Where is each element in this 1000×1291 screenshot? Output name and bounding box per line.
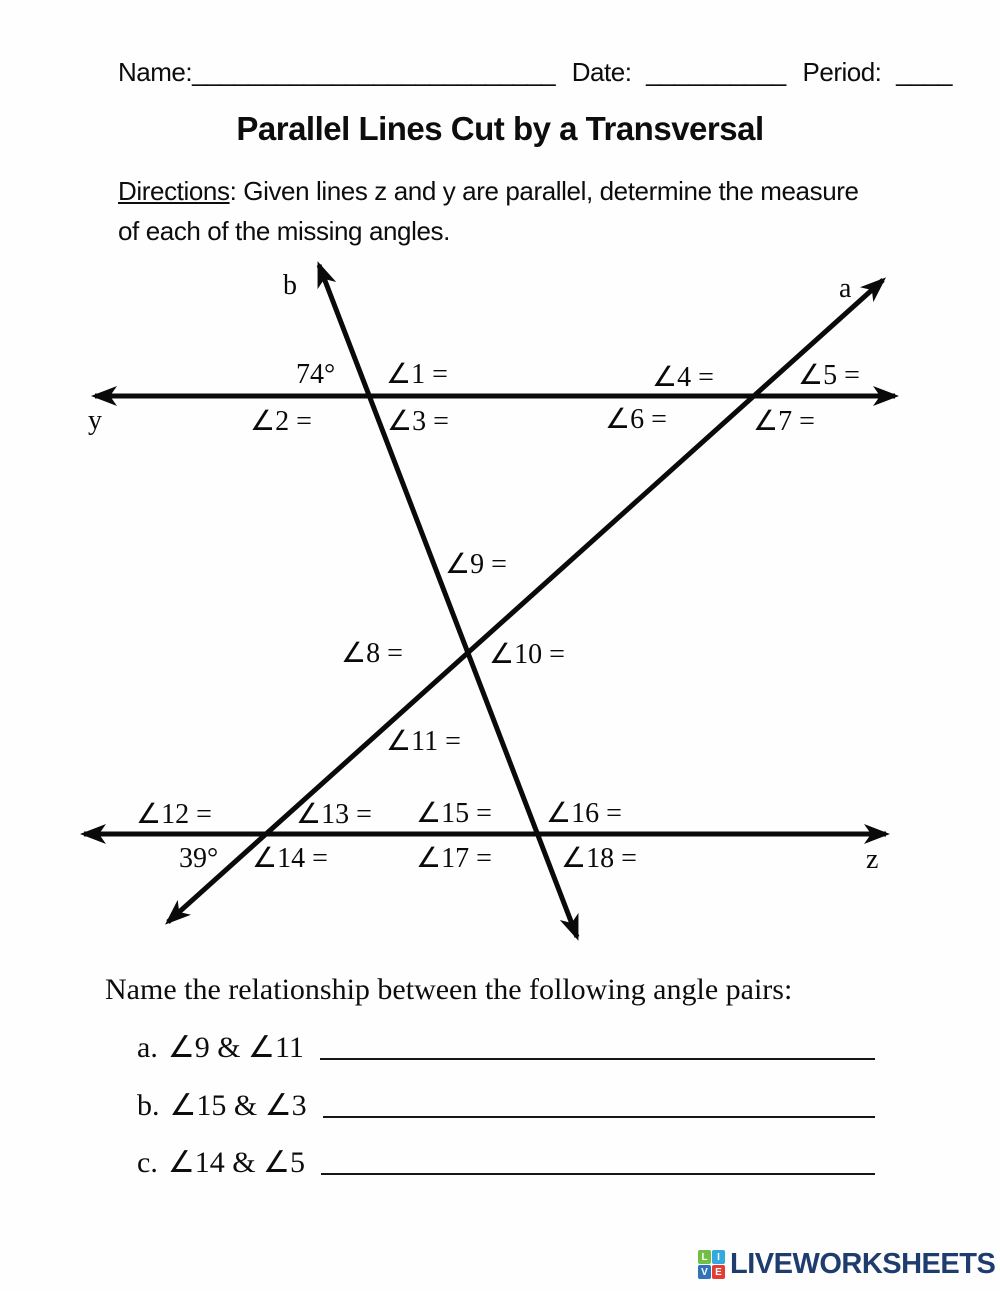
angle-label-10: ∠10 = (489, 639, 565, 670)
page-title: Parallel Lines Cut by a Transversal (236, 110, 764, 147)
directions-line-2: of each of the missing angles. (118, 216, 450, 246)
transversal-diagram (0, 250, 1000, 950)
angle-pair-b: ∠15 & ∠3 (169, 1089, 307, 1122)
liveworksheets-logo (698, 1248, 995, 1281)
answer-row-b (137, 1088, 875, 1123)
logo-cell-i: I (712, 1250, 725, 1264)
angle-label-11: ∠11 = (386, 726, 461, 757)
angle-label-2: ∠2 = (250, 406, 312, 437)
answer-blank-b[interactable] (323, 1115, 875, 1118)
line-label-z: z (866, 844, 879, 875)
item-label-b: b. (137, 1089, 160, 1122)
line-label-b: b (283, 270, 297, 301)
brand-name: LIVEWORKSHEETS (730, 1248, 996, 1280)
directions-label: Directions (118, 176, 230, 206)
directions-text (118, 171, 859, 251)
line-label-a: a (839, 273, 852, 304)
line-label-y: y (88, 405, 102, 436)
angle-label-8: ∠8 = (341, 638, 403, 669)
angle-pair-c: ∠14 & ∠5 (167, 1146, 305, 1179)
header-fill-in-line (118, 57, 952, 88)
answer-blank-c[interactable] (321, 1172, 875, 1175)
name-label: Name: (118, 57, 193, 87)
answer-blank-a[interactable] (320, 1057, 875, 1060)
angle-label-4: ∠4 = (652, 362, 714, 393)
logo-cell-l: L (698, 1250, 711, 1264)
transversal-line-a (168, 280, 883, 922)
angle-label-3: ∠3 = (387, 406, 449, 437)
liveworksheets-icon (698, 1250, 725, 1279)
logo-cell-e: E (712, 1265, 725, 1279)
given-angle-39: 39° (179, 843, 219, 874)
given-angle-74: 74° (296, 359, 336, 390)
item-label-a: a. (137, 1031, 158, 1064)
angle-label-6: ∠6 = (605, 404, 667, 435)
angle-label-1: ∠1 = (386, 359, 448, 390)
angle-label-18: ∠18 = (561, 843, 637, 874)
logo-cell-v: V (698, 1265, 711, 1279)
period-label: Period: (802, 57, 882, 87)
answer-row-c (137, 1145, 875, 1180)
angle-label-9: ∠9 = (445, 549, 507, 580)
angle-label-14: ∠14 = (252, 843, 328, 874)
relationships-heading: Name the relationship between the following angle pairs: (105, 973, 793, 1006)
angle-label-7: ∠7 = (753, 406, 815, 437)
angle-label-5: ∠5 = (798, 360, 860, 391)
angle-label-13: ∠13 = (296, 799, 372, 830)
angle-pair-a: ∠9 & ∠11 (167, 1031, 304, 1064)
angle-label-16: ∠16 = (546, 798, 622, 829)
date-label: Date: (571, 57, 632, 87)
name-blank[interactable]: __________________________ (192, 57, 556, 87)
directions-line-1-rest: : Given lines z and y are parallel, determine the measure (229, 176, 859, 206)
answer-row-a (137, 1030, 875, 1065)
period-blank[interactable]: ____ (896, 57, 952, 87)
item-label-c: c. (137, 1146, 158, 1179)
angle-label-15: ∠15 = (416, 798, 492, 829)
angle-label-12: ∠12 = (136, 799, 212, 830)
date-blank[interactable]: __________ (646, 57, 786, 87)
angle-label-17: ∠17 = (416, 843, 492, 874)
directions-line-1 (118, 171, 859, 211)
